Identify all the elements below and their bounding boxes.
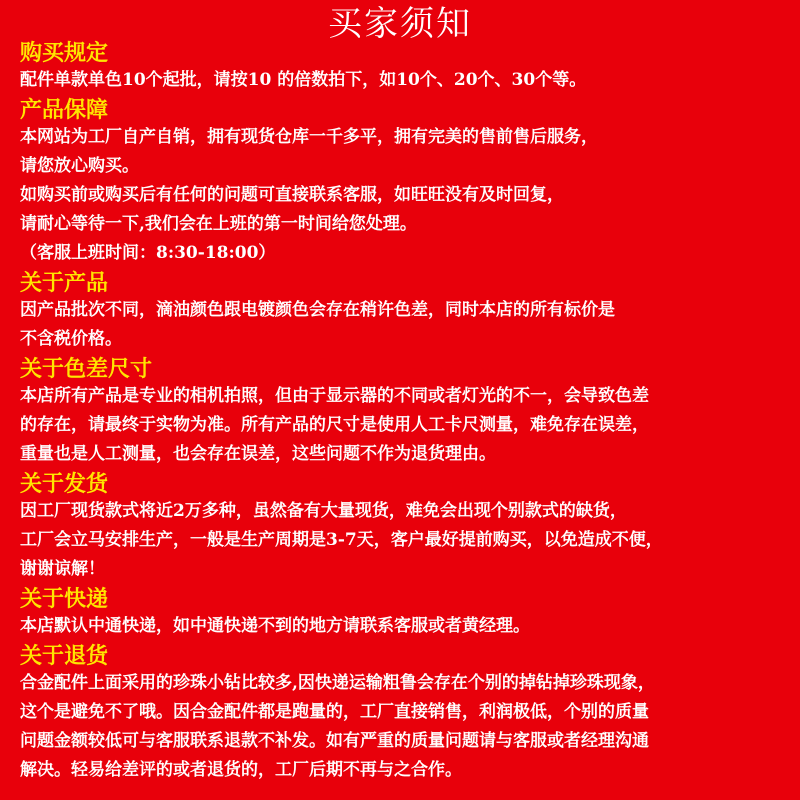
text-line: 合金配件上面采用的珍珠小钻比较多,因快递运输粗鲁会存在个别的掉钻掉珍珠现象， (20, 673, 655, 693)
text-line: 如购买前或购买后有任何的问题可直接联系客服，如旺旺没有及时回复， (20, 185, 564, 205)
section-heading: 关于产品 (20, 270, 109, 296)
section-product-guarantee (20, 95, 790, 268)
section-heading: 关于发货 (20, 471, 109, 497)
text-line: 配件单款单色10个起批，请按10 的倍数拍下，如10个、20个、30个等。 (20, 70, 587, 90)
page-title: 买家须知 (328, 4, 472, 44)
section-heading: 关于快递 (20, 586, 109, 612)
text-line: 工厂会立马安排生产，一般是生产周期是3-7天，客户最好提前购买，以免造成不便， (20, 530, 663, 550)
text-line: 的存在，请最终于实物为准。所有产品的尺寸是使用人工卡尺测量，难免存在误差， (20, 415, 649, 435)
section-purchase-rules (20, 38, 790, 95)
section-heading: 关于退货 (20, 643, 109, 669)
text-line: 本网站为工厂自产自销，拥有现货仓库一千多平，拥有完美的售前售后服务， (20, 127, 598, 147)
section-courier (20, 584, 790, 641)
section-about-product (20, 268, 790, 354)
text-line: 本店默认中通快递，如中通快递不到的地方请联系客服或者黄经理。 (20, 616, 530, 636)
section-heading: 购买规定 (20, 40, 109, 66)
text-line: 问题金额较低可与客服联系退款不补发。如有严重的质量问题请与客服或者经理沟通 (20, 731, 649, 751)
section-heading: 关于色差尺寸 (20, 356, 153, 382)
text-line: 不含税价格。 (20, 329, 122, 349)
section-heading: 产品保障 (20, 97, 109, 123)
text-line: 因工厂现货款式将近2万多种，虽然备有大量现货，难免会出现个别款式的缺货， (20, 501, 627, 521)
text-line: 解决。轻易给差评的或者退货的，工厂后期不再与之合作。 (20, 760, 462, 780)
text-line: 本店所有产品是专业的相机拍照，但由于显示器的不同或者灯光的不一，会导致色差 (20, 386, 649, 406)
text-line: （客服上班时间：8:30-18:00） (20, 243, 276, 263)
section-color-size (20, 354, 790, 469)
text-line: 重量也是人工测量，也会存在误差，这些问题不作为退货理由。 (20, 444, 496, 464)
section-returns (20, 641, 790, 785)
text-line: 谢谢谅解！ (20, 559, 105, 579)
text-line: 请耐心等待一下,我们会在上班的第一时间给您处理。 (20, 214, 417, 234)
text-line: 请您放心购买。 (20, 156, 139, 176)
text-line: 这个是避免不了哦。因合金配件都是跑量的，工厂直接销售，利润极低，个别的质量 (20, 702, 649, 722)
text-line: 因产品批次不同，滴油颜色跟电镀颜色会存在稍许色差，同时本店的所有标价是 (20, 300, 615, 320)
notice-content (20, 38, 790, 785)
section-shipping (20, 469, 790, 584)
